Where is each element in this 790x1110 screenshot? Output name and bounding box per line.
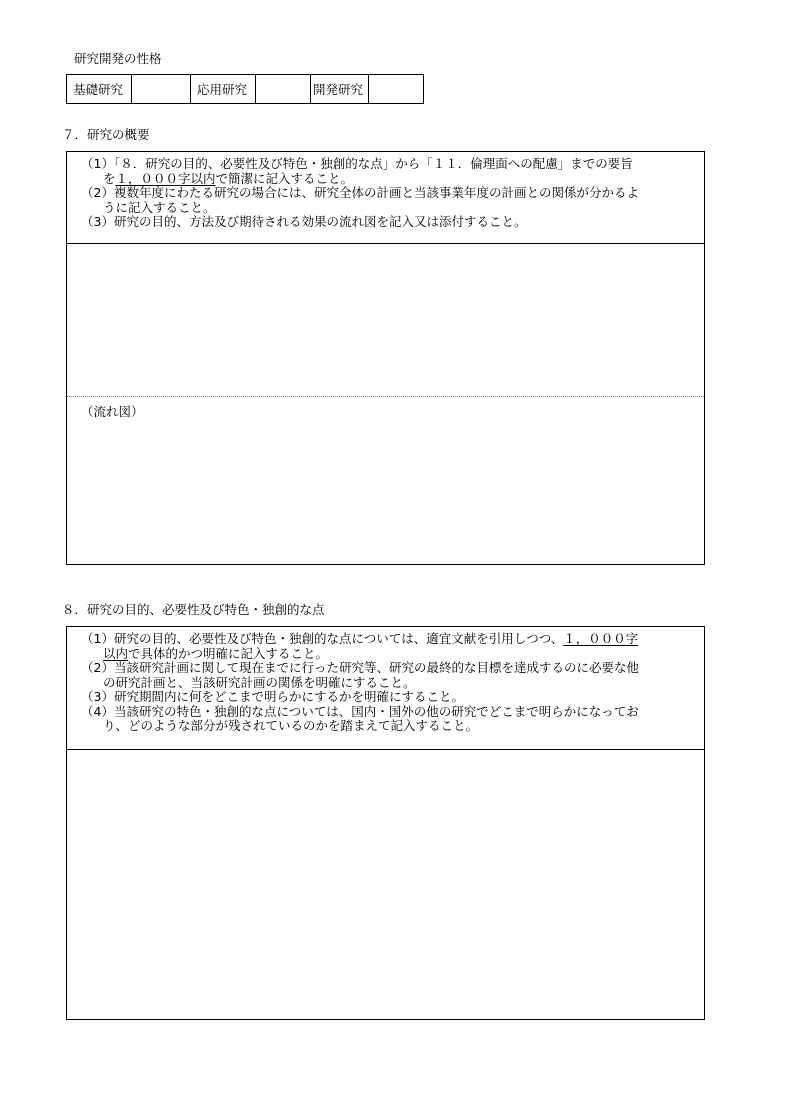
- section7-instr2-line2: うに記入すること。: [103, 199, 216, 215]
- nature-table: [66, 74, 424, 104]
- section8-instr1-line2: 以内で具体的かつ明確に記入すること。: [103, 645, 329, 661]
- section8-instr2-line2: の研究計画と、当該研究計画の関係を明確にすること。: [103, 674, 416, 690]
- nature-applied-label: 応用研究: [191, 75, 256, 104]
- section7-box: [66, 151, 705, 565]
- nature-basic-field[interactable]: [132, 75, 191, 104]
- section8-instr3: （3）研究期間内に何をどこまで明らかにするかを明確にすること。: [81, 689, 464, 704]
- section7-instr1-line1: （1）「８．研究の目的、必要性及び特色・独創的な点」から「１１．倫理面への配慮」までの要旨: [81, 156, 633, 171]
- nature-applied-field[interactable]: [256, 75, 311, 104]
- flow-chart-field[interactable]: [67, 422, 704, 564]
- nature-development-label: 開発研究: [311, 75, 369, 104]
- section7-instructions: [67, 152, 704, 244]
- nature-development-field[interactable]: [369, 75, 424, 104]
- section8-instr4-line2: り、どのような部分が残されているのかを踏まえて記入すること。: [103, 718, 479, 733]
- section8-instr4-line1: （4）当該研究の特色・独創的な点については、国内・国外の他の研究でどこまで明らかになってお: [81, 703, 639, 719]
- flow-chart-label: （流れ図）: [81, 404, 144, 419]
- section7-divider: [67, 396, 704, 397]
- nature-basic-label: 基礎研究: [67, 75, 132, 104]
- section7-instr2-line1: （2）複数年度にわたる研究の場合には、研究全体の計画と当該事業年度の計画との関係が分かるよ: [81, 185, 639, 200]
- section8-box: [66, 626, 705, 1020]
- section7-heading: ７．研究の概要: [62, 127, 150, 142]
- section8-content-field[interactable]: [67, 750, 704, 1019]
- section7-instr1-line2: を１，０００字以内で簡潔に記入すること。: [103, 170, 354, 186]
- section8-instr1-line1: （1）研究の目的、必要性及び特色・独創的な点については、適宜文献を引用しつつ、１，０００字: [81, 631, 639, 646]
- section7-summary-field[interactable]: [67, 244, 704, 396]
- section8-heading: ８．研究の目的、必要性及び特色・独創的な点: [62, 602, 325, 617]
- section7-instr3: （3）研究の目的、方法及び期待される効果の流れ図を記入又は添付すること。: [81, 214, 527, 229]
- section8-instr2-line1: （2）当該研究計画に関して現在までに行った研究等、研究の最終的な目標を達成するのに必要な他: [81, 660, 639, 675]
- section8-instructions: [67, 627, 704, 750]
- nature-title: 研究開発の性格: [74, 51, 162, 66]
